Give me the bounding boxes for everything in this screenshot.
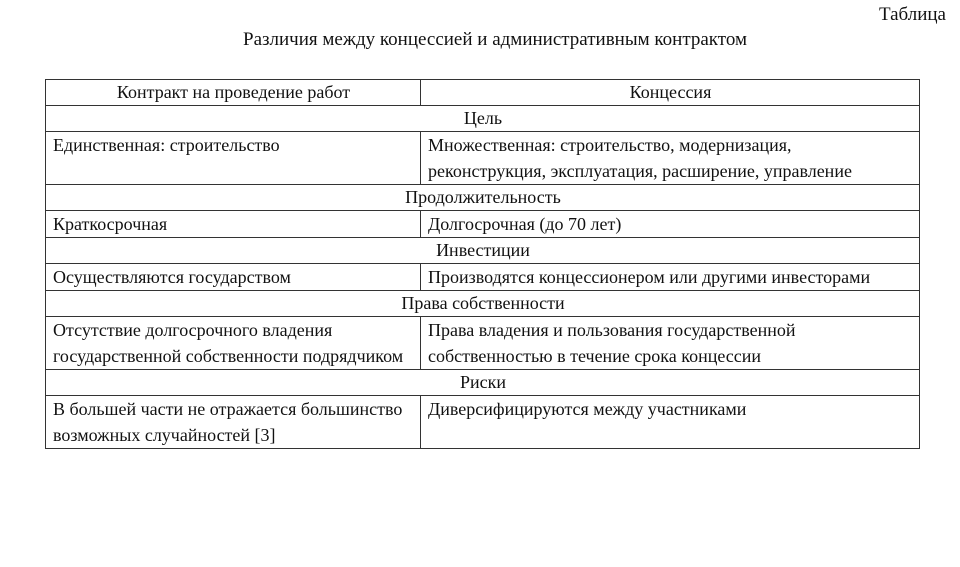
section-row-risks (46, 370, 920, 396)
section-row-ownership (46, 291, 920, 317)
header-row (46, 80, 920, 106)
section-row-investment (46, 238, 920, 264)
concession-cell: Долгосрочная (до 70 лет) (421, 211, 920, 238)
concession-cell: Множественная: строительство, модернизация, реконструкция, эксплуатация, расширение, управление (421, 132, 920, 185)
section-title: Инвестиции (46, 238, 920, 264)
concession-cell: Производятся концессионером или другими инвесторами (421, 264, 920, 291)
table-row (46, 264, 920, 291)
table-title: Различия между концессией и административным контрактом (243, 29, 747, 50)
section-title: Права собственности (46, 291, 920, 317)
table-row (46, 132, 920, 185)
contract-cell: Краткосрочная (46, 211, 421, 238)
table-row (46, 317, 920, 370)
column-header-concession: Концессия (421, 80, 920, 106)
section-title: Риски (46, 370, 920, 396)
table-row (46, 396, 920, 449)
contract-cell: Осуществляются государством (46, 264, 421, 291)
contract-cell: Единственная: строительство (46, 132, 421, 185)
section-title: Цель (46, 106, 920, 132)
contract-cell: Отсутствие долгосрочного владения государственной собственности подрядчиком (46, 317, 421, 370)
contract-cell: В большей части не отражается большинство возможных случайностей [3] (46, 396, 421, 449)
table-row (46, 211, 920, 238)
table-label: Таблица (878, 4, 946, 25)
comparison-table (45, 79, 920, 449)
column-header-contract: Контракт на проведение работ (46, 80, 421, 106)
section-row-duration (46, 185, 920, 211)
section-row-goal (46, 106, 920, 132)
concession-cell: Диверсифицируются между участниками (421, 396, 920, 449)
section-title: Продолжительность (46, 185, 920, 211)
concession-cell: Права владения и пользования государственной собственностью в течение срока концессии (421, 317, 920, 370)
